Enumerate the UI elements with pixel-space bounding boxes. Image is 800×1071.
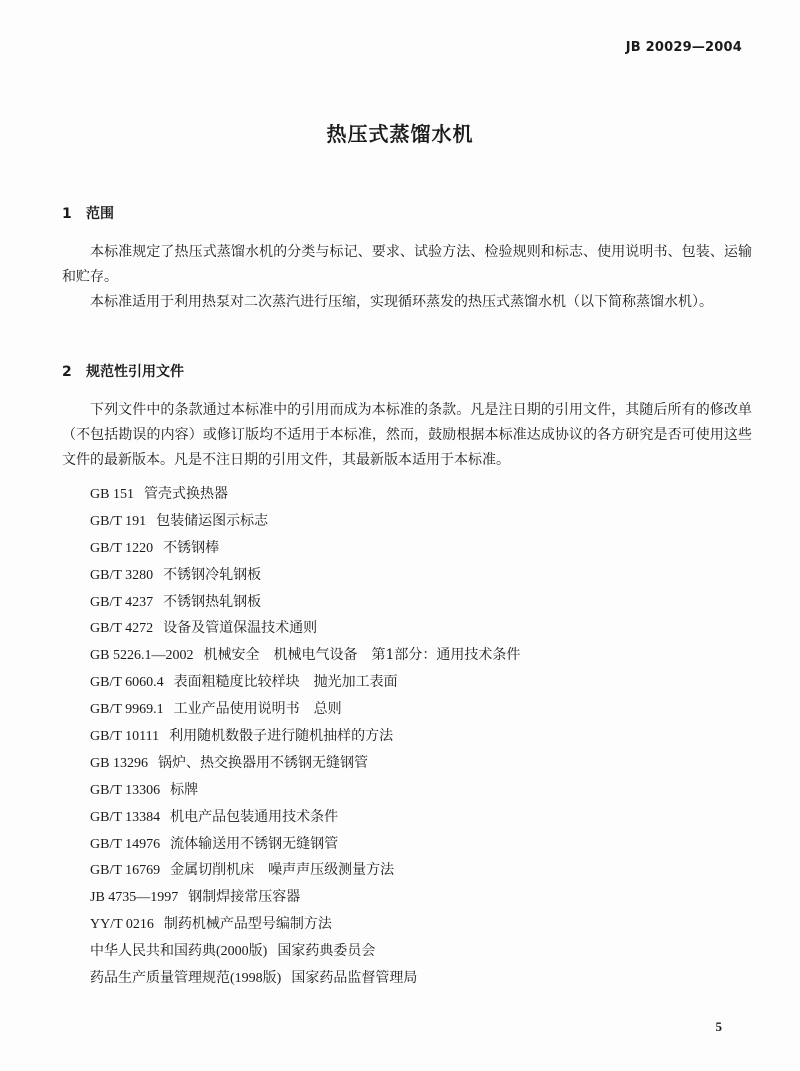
reference-item <box>90 777 520 804</box>
reference-code: GB/T 10111 <box>90 729 160 745</box>
reference-code: JB 4735—1997 <box>90 890 179 906</box>
reference-item <box>90 723 520 750</box>
reference-list <box>90 481 520 992</box>
reference-code: GB/T 4272 <box>90 621 154 637</box>
reference-title: 管壳式换热器 <box>143 486 228 502</box>
reference-item <box>90 884 520 911</box>
reference-code: GB/T 191 <box>90 513 147 529</box>
reference-code: GB/T 13306 <box>90 782 161 798</box>
reference-item <box>90 911 520 938</box>
reference-title: 工业产品使用说明书 总则 <box>173 701 342 718</box>
reference-item <box>90 938 520 965</box>
reference-item <box>90 831 520 858</box>
reference-title: 机械安全 机械电气设备 第1部分：通用技术条件 <box>203 647 521 664</box>
reference-title: 标牌 <box>170 781 199 798</box>
reference-code: GB/T 14976 <box>90 836 161 852</box>
standard-code: JB 20029—2004 <box>625 40 742 55</box>
reference-item <box>90 669 520 696</box>
reference-item <box>90 696 520 723</box>
reference-code: GB/T 13384 <box>90 809 161 825</box>
reference-title: 流体输送用不锈钢无缝钢管 <box>170 835 339 852</box>
reference-code: GB/T 6060.4 <box>90 675 164 691</box>
reference-item <box>90 642 520 669</box>
reference-code: GB/T 9969.1 <box>90 702 164 718</box>
reference-item <box>90 615 520 642</box>
reference-code: YY/T 0216 <box>90 917 154 933</box>
reference-title: 不锈钢冷轧钢板 <box>163 566 262 583</box>
section-title: 范围 <box>86 206 114 222</box>
reference-code: GB 13296 <box>90 755 148 771</box>
reference-title: 表面粗糙度比较样块 抛光加工表面 <box>173 674 398 691</box>
reference-item <box>90 562 520 589</box>
reference-title: 利用随机数骰子进行随机抽样的方法 <box>169 728 394 745</box>
reference-code: GB/T 3280 <box>90 567 154 583</box>
document-title: 热压式蒸馏水机 <box>326 122 474 146</box>
reference-title: 国家药品监督管理局 <box>291 970 418 987</box>
page-number: 5 <box>715 1019 722 1034</box>
section-number: 2 <box>62 364 72 380</box>
reference-code: GB 5226.1—2002 <box>90 648 194 664</box>
section-heading-normative-references <box>62 361 184 381</box>
reference-title: 机电产品包装通用技术条件 <box>170 808 339 825</box>
reference-title: 不锈钢热轧钢板 <box>163 593 262 610</box>
reference-title: 设备及管道保温技术通则 <box>163 620 318 637</box>
reference-code: 中华人民共和国药典(2000版) <box>90 944 268 960</box>
scope-paragraph-2: 本标准适用于利用热泵对二次蒸汽进行压缩，实现循环蒸发的热压式蒸馏水机（以下简称蒸馏水机）。 <box>90 294 713 310</box>
section-heading-scope <box>62 203 114 223</box>
scope-paragraph-1: 本标准规定了热压式蒸馏水机的分类与标记、要求、试验方法、检验规则和标志、使用说明书、包装、运输和贮存。 <box>62 244 752 285</box>
reference-title: 锅炉、热交换器用不锈钢无缝钢管 <box>157 754 368 771</box>
reference-item <box>90 481 520 508</box>
reference-item <box>90 589 520 616</box>
reference-item <box>90 965 520 992</box>
section-number: 1 <box>62 206 72 222</box>
reference-code: GB 151 <box>90 487 134 502</box>
reference-title: 制药机械产品型号编制方法 <box>163 916 332 933</box>
reference-title: 国家药典委员会 <box>277 943 376 960</box>
reference-item <box>90 750 520 777</box>
reference-item <box>90 857 520 884</box>
reference-title: 不锈钢棒 <box>163 539 220 556</box>
reference-item <box>90 535 520 562</box>
references-intro-paragraph: 下列文件中的条款通过本标准中的引用而成为本标准的条款。凡是注日期的引用文件，其随后所有的修改单（不包括勘误的内容）或修订版均不适用于本标准，然而，鼓励根据本标准达成协议的各方研究是否可使用这些文件的最新版本。凡是不注日期的引用文件，其最新版本适用于本标准。 <box>62 402 752 468</box>
reference-item <box>90 508 520 535</box>
reference-item <box>90 804 520 831</box>
reference-code: 药品生产质量管理规范(1998版) <box>90 971 282 987</box>
reference-title: 包装储运图示标志 <box>156 512 269 529</box>
section-title: 规范性引用文件 <box>86 364 184 380</box>
reference-title: 金属切削机床 噪声声压级测量方法 <box>170 862 395 879</box>
reference-title: 钢制焊接常压容器 <box>188 889 301 906</box>
reference-code: GB/T 4237 <box>90 594 154 610</box>
reference-code: GB/T 1220 <box>90 540 154 556</box>
reference-code: GB/T 16769 <box>90 863 161 879</box>
